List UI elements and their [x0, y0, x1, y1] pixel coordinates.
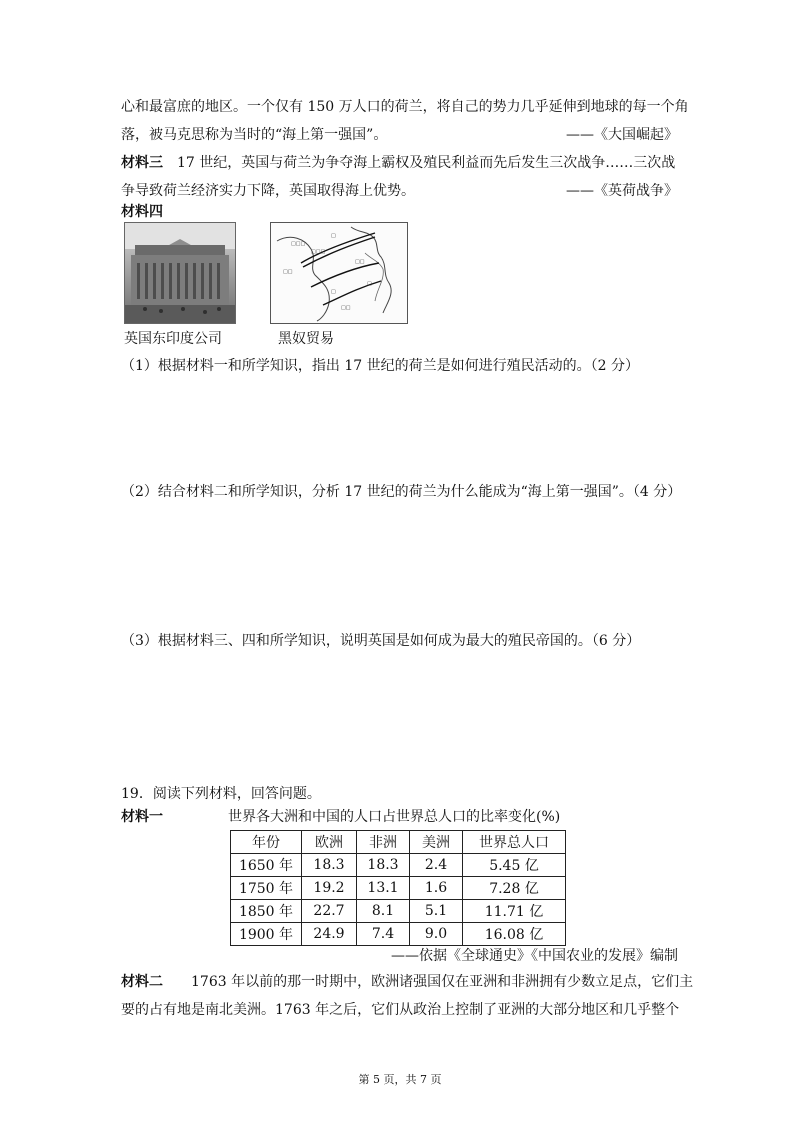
material3-line: [121, 153, 675, 173]
table-header-cell: 年份: [231, 831, 302, 854]
table-source: ——依据《全球通史》《中国农业的发展》编制: [391, 948, 678, 964]
population-table: [230, 830, 566, 946]
material1-label: 材料一: [121, 809, 163, 825]
material2-text: 1763 年以前的那一时期中，欧洲诸强国仅在亚洲和非洲拥有少数立足点，它们主: [163, 974, 694, 990]
table-cell: 24.9: [302, 923, 357, 946]
svg-text:□□□: □□□: [311, 249, 326, 255]
table-cell: 22.7: [302, 900, 357, 923]
table-cell: 1750 年: [231, 877, 302, 900]
svg-text:□□: □□: [355, 259, 365, 265]
table-caption: 世界各大洲和中国的人口占世界总人口的比率变化(%): [228, 809, 561, 825]
table-cell: 1650 年: [231, 854, 302, 877]
table-cell: 5.1: [410, 900, 463, 923]
question-3: （3）根据材料三、四和所学知识，说明英国是如何成为最大的殖民帝国的。（6 分）: [121, 633, 641, 649]
svg-text:□: □: [331, 233, 336, 239]
question-19-title: 19．阅读下列材料，回答问题。: [121, 786, 321, 802]
table-cell: 16.08 亿: [463, 923, 566, 946]
table-cell: 13.1: [357, 877, 410, 900]
slave-trade-map: [270, 222, 408, 324]
table-row: [231, 877, 566, 900]
table-row: [231, 854, 566, 877]
table-row: [231, 923, 566, 946]
table-row: [231, 900, 566, 923]
table-header-row: [231, 831, 566, 854]
east-india-company-photo: [124, 222, 236, 324]
table-cell: 18.3: [357, 854, 410, 877]
table-header-cell: 世界总人口: [463, 831, 566, 854]
material2-line: [121, 972, 693, 992]
material2-line: 要的占有地是南北美洲。1763 年之后，它们从政治上控制了亚洲的大部分地区和几乎整个: [121, 1002, 680, 1018]
svg-text:□□□: □□□: [291, 241, 306, 247]
question-2: （2）结合材料二和所学知识，分析 17 世纪的荷兰为什么能成为“海上第一强国”。（4 分）: [121, 484, 682, 500]
table-cell: 9.0: [410, 923, 463, 946]
svg-text:□□: □□: [283, 269, 293, 275]
table-cell: 2.4: [410, 854, 463, 877]
table-cell: 18.3: [302, 854, 357, 877]
material3-line: 争导致荷兰经济实力下降，英国取得海上优势。: [121, 183, 415, 199]
table-cell: 7.28 亿: [463, 877, 566, 900]
question-1: （1）根据材料一和所学知识，指出 17 世纪的荷兰是如何进行殖民活动的。（2 分）: [121, 358, 639, 374]
table-cell: 1.6: [410, 877, 463, 900]
svg-text:□: □: [367, 281, 372, 287]
table-header-cell: 美洲: [410, 831, 463, 854]
svg-text:□□: □□: [341, 305, 351, 311]
svg-text:□: □: [331, 289, 336, 295]
table-cell: 1850 年: [231, 900, 302, 923]
map-caption: 黑奴贸易: [278, 331, 334, 347]
table-cell: 8.1: [357, 900, 410, 923]
page-footer: 第 5 页，共 7 页: [358, 1073, 442, 1086]
material4-label: 材料四: [121, 204, 163, 220]
source-citation: ——《大国崛起》: [566, 127, 678, 143]
table-header-cell: 欧洲: [302, 831, 357, 854]
table-header-cell: 非洲: [357, 831, 410, 854]
source-citation: ——《英荷战争》: [566, 183, 678, 199]
table-cell: 11.71 亿: [463, 900, 566, 923]
table-cell: 5.45 亿: [463, 854, 566, 877]
passage-line: 心和最富庶的地区。一个仅有 150 万人口的荷兰，将自己的势力几乎延伸到地球的每一个角: [121, 99, 689, 115]
table-cell: 19.2: [302, 877, 357, 900]
photo-caption: 英国东印度公司: [124, 331, 222, 347]
material3-label: 材料三: [121, 155, 163, 171]
material2-label: 材料二: [121, 974, 163, 990]
material3-text: 17 世纪，英国与荷兰为争夺海上霸权及殖民利益而先后发生三次战争……三次战: [163, 155, 676, 171]
table-cell: 1900 年: [231, 923, 302, 946]
table-cell: 7.4: [357, 923, 410, 946]
passage-line: 落，被马克思称为当时的“海上第一强国”。: [121, 127, 388, 143]
